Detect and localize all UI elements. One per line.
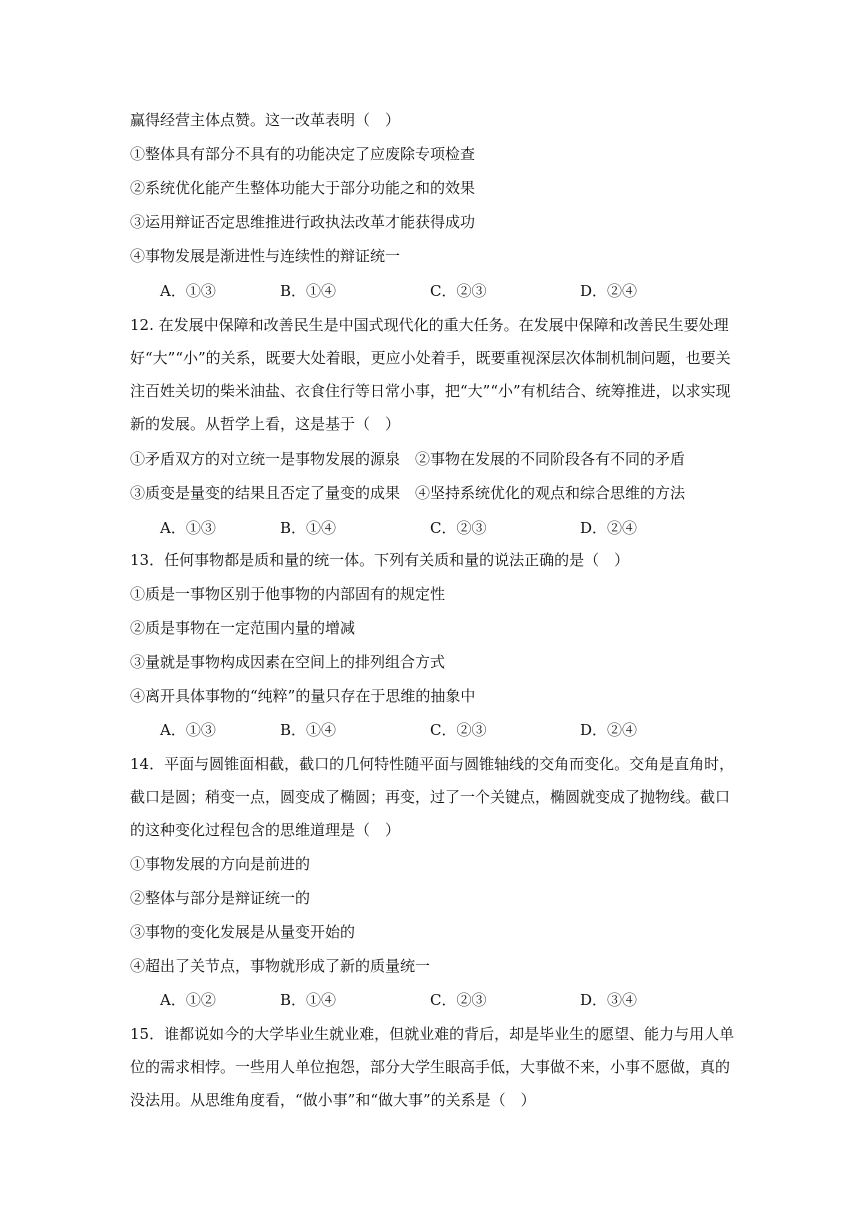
q12-choice-c[interactable]: C．②③ <box>430 519 487 537</box>
q12-statement-row-1: ①矛盾双方的对立统一是事物发展的源泉 ②事物在发展的不同阶段各有不同的矛盾 <box>130 450 686 468</box>
q12-stem-line-4: 新的发展。从哲学上看，这是基于（ ） <box>130 415 401 433</box>
q11-choice-d[interactable]: D．②④ <box>580 282 638 300</box>
q13-statement-3: ③量就是事物构成因素在空间上的排列组合方式 <box>130 653 446 671</box>
q14-choice-a[interactable]: A．①② <box>160 991 216 1009</box>
q15-stem-line-2: 位的需求相悖。一些用人单位抱怨，部分大学生眼高手低，大事做不来，小事不愿做，真的 <box>130 1058 731 1076</box>
q11-statement-1: ①整体具有部分不具有的功能决定了应废除专项检查 <box>130 145 476 163</box>
q12-choice-b[interactable]: B．①④ <box>280 519 337 537</box>
q12-stem-line-1: 12. 在发展中保障和改善民生是中国式现代化的重大任务。在发展中保障和改善民生要处理 <box>130 316 729 334</box>
q14-statement-2: ②整体与部分是辩证统一的 <box>130 889 311 907</box>
q14-choice-d[interactable]: D．③④ <box>580 991 638 1009</box>
q13-statement-1: ①质是一事物区别于他事物的内部固有的规定性 <box>130 585 446 603</box>
q11-statement-3: ③运用辩证否定思维推进行政执法改革才能获得成功 <box>130 213 476 231</box>
q15-stem-line-1: 15．谁都说如今的大学毕业生就业难，但就业难的背后，却是毕业生的愿望、能力与用人单 <box>130 1025 735 1043</box>
q12-stem-line-2: 好“大”“小”的关系，既要大处着眼，更应小处着手，既要重视深层次体制机制问题，也要关 <box>130 349 731 367</box>
q14-choice-c[interactable]: C．②③ <box>430 991 487 1009</box>
q13-statement-4: ④离开具体事物的“纯粹”的量只存在于思维的抽象中 <box>130 687 476 705</box>
q11-statement-2: ②系统优化能产生整体功能大于部分功能之和的效果 <box>130 179 476 197</box>
q14-stem-line-3: 的这种变化过程包含的思维道理是（ ） <box>130 821 401 839</box>
q12-choice-d[interactable]: D．②④ <box>580 519 638 537</box>
q11-statement-4: ④事物发展是渐进性与连续性的辩证统一 <box>130 247 401 265</box>
q13-stem: 13．任何事物都是质和量的统一体。下列有关质和量的说法正确的是（ ） <box>130 551 630 569</box>
q15-stem-line-3: 没法用。从思维角度看，“做小事”和“做大事”的关系是（ ） <box>130 1091 536 1109</box>
q14-stem-line-2: 截口是圆；稍变一点，圆变成了椭圆；再变，过了一个关键点，椭圆就变成了抛物线。截口 <box>130 788 731 806</box>
q11-choice-a[interactable]: A．①③ <box>160 282 216 300</box>
q13-choice-b[interactable]: B．①④ <box>280 721 337 739</box>
q13-choice-a[interactable]: A．①③ <box>160 721 216 739</box>
q12-stem-line-3: 注百姓关切的柴米油盐、衣食住行等日常小事，把“大”“小”有机结合、统筹推进，以求实现 <box>130 382 731 400</box>
q11-stem-tail: 赢得经营主体点赞。这一改革表明（ ） <box>130 111 401 129</box>
q14-statement-1: ①事物发展的方向是前进的 <box>130 855 311 873</box>
q11-choice-c[interactable]: C．②③ <box>430 282 487 300</box>
q14-choice-b[interactable]: B．①④ <box>280 991 337 1009</box>
q14-stem-line-1: 14．平面与圆锥面相截，截口的几何特性随平面与圆锥轴线的交角而变化。交角是直角时， <box>130 755 735 773</box>
q14-statement-4: ④超出了关节点，事物就形成了新的质量统一 <box>130 957 431 975</box>
q13-choice-c[interactable]: C．②③ <box>430 721 487 739</box>
q13-statement-2: ②质是事物在一定范围内量的增减 <box>130 619 356 637</box>
q11-choice-b[interactable]: B．①④ <box>280 282 337 300</box>
q12-choice-a[interactable]: A．①③ <box>160 519 216 537</box>
q14-statement-3: ③事物的变化发展是从量变开始的 <box>130 923 356 941</box>
q12-statement-row-2: ③质变是量变的结果且否定了量变的成果 ④坚持系统优化的观点和综合思维的方法 <box>130 484 686 502</box>
q13-choice-d[interactable]: D．②④ <box>580 721 638 739</box>
